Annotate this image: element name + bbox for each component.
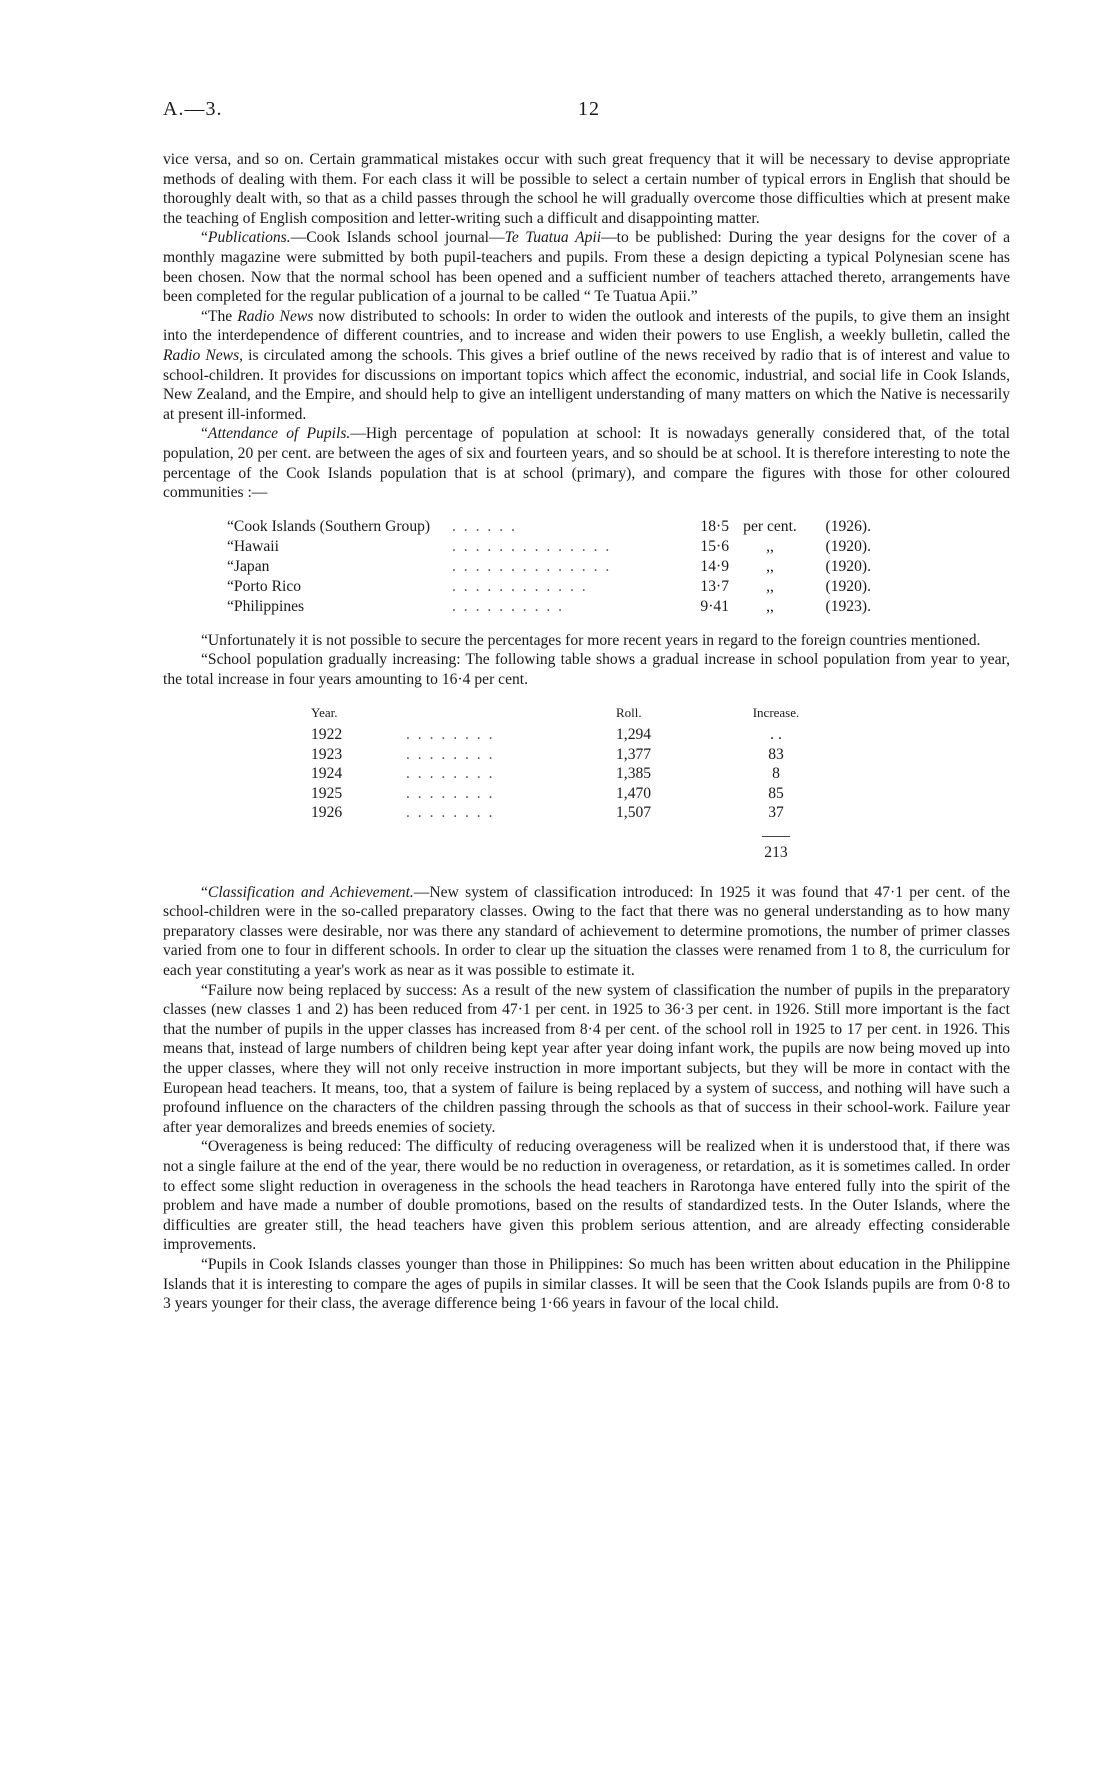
year-cell: 1922 xyxy=(311,726,343,744)
table-row xyxy=(227,577,871,597)
leader-dots: . . . . . . . . xyxy=(406,726,495,744)
bulletin-title: Radio News xyxy=(163,346,240,364)
journal-title: Te Tuatua Apii xyxy=(504,229,602,247)
table-header-row xyxy=(311,703,846,725)
unit-label: per cent. xyxy=(743,517,797,535)
unit-label: ,, xyxy=(766,597,774,615)
paragraph-text: “School population gradually increasing: The following table shows a gradual increase in school population from year to year, the total increase in four years amounting to 16·4 per cent. xyxy=(163,651,1010,688)
community-name: “Philippines xyxy=(227,597,305,615)
paragraph-text: —Cook Islands school journal— xyxy=(290,229,505,247)
leader-dots: . . . . . . xyxy=(452,517,517,535)
sum-rule-cell xyxy=(706,823,846,843)
leader-dots: . . . . . . . . . . . . . . xyxy=(452,557,612,575)
communities-table xyxy=(227,517,871,617)
open-quote: “ xyxy=(201,883,208,901)
table-row xyxy=(227,517,871,537)
year-cell: 1924 xyxy=(311,765,343,783)
leader-dots: . . . . . . . . . . . . . . xyxy=(452,537,612,555)
paragraph-classification xyxy=(163,883,1010,981)
year-cell: 1926 xyxy=(311,804,343,822)
leader-dots: . . . . . . . . xyxy=(406,784,495,802)
body-text xyxy=(163,150,1010,1314)
empty-cell xyxy=(311,823,406,843)
paragraph-text: —New system of classification introduced: In 1925 it was found that 47·1 per cent. of the school-children were in the so-called preparatory classes. Owing to the fact that there was no general understanding as to how many preparatory classes were desirable, nor was there any standard of achievement to determine promotions, the number of primer classes varied from one to four in different schools. In order to clear up the situation the classes were renamed from 1 to 8, the curriculum for each year constituting a year's work as near as it was possible to estimate it. xyxy=(163,883,1010,979)
percentage-value: 14·9 xyxy=(700,557,729,575)
community-name: “Porto Rico xyxy=(227,577,302,595)
paragraph-text: —High percentage of population at school: It is nowadays generally considered that, of the total population, 20 per cent. are between the ages of six and fourteen years, and so should be at school. It is therefore interesting to note the percentage of the Cook Islands population that is at school (primary), and compare the figures with those for other coloured communities :— xyxy=(163,425,1010,502)
paragraph-pupils-younger xyxy=(163,1255,1010,1314)
percentage-value: 9·41 xyxy=(700,597,729,615)
total-row xyxy=(311,843,846,867)
column-header-roll: Roll. xyxy=(616,705,642,721)
paragraph-text: “Pupils in Cook Islands classes younger than those in Philippines: So much has been written about education in the Philippine Islands that it is interesting to compare the ages of pupils in similar classes. It will be seen that the Cook Islands pupils are from 0·8 to 3 years younger for their class, the average difference being 1·66 years in favour of the local child. xyxy=(163,1255,1010,1313)
paragraph-text: , is circulated among the schools. This gives a brief outline of the news received by radio that is of interest and value to school-children. It provides for discussions on important topics which affect the economic, industrial, and social life in Cook Islands, New Zealand, and the Empire, and should help to give an intelligent understanding of many matters on which the Native is necessarily at present ill-informed. xyxy=(163,346,1010,423)
community-name: “Cook Islands (Southern Group) xyxy=(227,517,431,535)
increase-cell: 83 xyxy=(768,745,784,763)
unit-label: ,, xyxy=(766,557,774,575)
year-cell: 1923 xyxy=(311,745,343,763)
table-row xyxy=(311,745,846,765)
leader-dots: . . . . . . . . xyxy=(406,745,495,763)
increase-cell: 85 xyxy=(768,784,784,802)
community-name: “Japan xyxy=(227,557,270,575)
empty-cell xyxy=(616,823,706,843)
paragraph-publications xyxy=(163,228,1010,306)
empty-cell xyxy=(311,843,406,867)
sum-rule xyxy=(762,836,790,837)
leader-dots: . . . . . . . . xyxy=(406,804,495,822)
paragraph-school-population xyxy=(163,650,1010,689)
roll-table xyxy=(311,703,846,866)
paragraph-text: “The xyxy=(201,307,238,325)
paragraph-text: “Overageness is being reduced: The difficulty of reducing overageness will be realized when it is understood that, if there was not a single failure at the end of the year, there would be no reduction in overageness, or retardation, as it is sometimes called. In order to effect some slight reduction in overageness in the schools the head teachers in Rarotonga have entered fully into the spirit of the problem and have made a number of double promotions, based on the results of standardized tests. In the Outer Islands, where the difficulties are greater still, the head teachers have given this problem serious attention, and are already effecting considerable improvements. xyxy=(163,1138,1010,1254)
census-year: (1920). xyxy=(825,577,871,595)
paragraph-text: —to be published: During the year designs for the cover of a monthly magazine were submitted by both pupil-teachers and pupils. From these a design depicting a typical Polynesian scene has been chosen. Now that the normal school has been opened and a sufficient number of teachers attached thereto, arrangements have been completed for the regular publication of a journal to be called “ Te Tuatua Apii.” xyxy=(163,229,1011,306)
unit-label: ,, xyxy=(766,577,774,595)
table-row xyxy=(311,764,846,784)
paragraph-text: now distributed to schools: In order to widen the outlook and interests of the pupils, to give them an insight into the interdependence of different countries, and to increase and widen their powers to use English, a weekly bulletin, called the xyxy=(163,307,1010,345)
column-header-increase: Increase. xyxy=(752,705,800,721)
column-header-year: Year. xyxy=(311,705,338,721)
table-row xyxy=(227,557,871,577)
percentage-value: 15·6 xyxy=(700,537,729,555)
roll-cell: 1,385 xyxy=(616,765,652,783)
open-quote: “ xyxy=(201,229,208,247)
empty-cell xyxy=(406,843,616,867)
roll-cell: 1,507 xyxy=(616,804,652,822)
roll-cell: 1,294 xyxy=(616,726,652,744)
section-heading: Attendance of Pupils. xyxy=(207,425,351,443)
paragraph-unfortunately xyxy=(163,631,1010,651)
table-row xyxy=(311,725,846,745)
paragraph-overageness xyxy=(163,1137,1010,1255)
census-year: (1920). xyxy=(825,537,871,555)
community-name: “Hawaii xyxy=(227,537,279,555)
total-rule-row xyxy=(311,823,846,843)
paragraph-text: “Failure now being replaced by success: As a result of the new system of classification the number of pupils in the preparatory classes (new classes 1 and 2) has been reduced from 47·1 per cent. in 1925 to 36·3 per cent. in 1926. Still more important is the fact that the number of pupils in the upper classes has increased from 8·4 per cent. of the school roll in 1925 to 17 per cent. in 1926. This means that, instead of large numbers of children being kept year after year doing infant work, the pupils are now being moved up into the upper classes, where they will not only receive instruction in more important subjects, but they will be more in contact with the European head teachers. It means, too, that a system of failure is being replaced by a system of success, and nothing will have such a profound influence on the characters of the children passing through the schools as that of success in their school-work. Failure year after year demoralizes and breeds enemies of society. xyxy=(163,981,1010,1136)
paragraph-failure xyxy=(163,981,1010,1138)
leader-dots: . . . . . . . . xyxy=(406,765,495,783)
roll-cell: 1,470 xyxy=(616,784,652,802)
census-year: (1923). xyxy=(825,597,871,615)
leader-dots: . . . . . . . . . . . . xyxy=(452,577,588,595)
open-quote: “ xyxy=(201,425,208,443)
table-row xyxy=(311,803,846,823)
census-year: (1926). xyxy=(825,517,871,535)
column-spacer xyxy=(406,703,616,725)
increase-cell: 37 xyxy=(768,804,784,822)
leader-dots: . . . . . . . . . . xyxy=(452,597,565,615)
year-cell: 1925 xyxy=(311,784,343,802)
paragraph-radio-news xyxy=(163,307,1010,425)
unit-label: ,, xyxy=(766,537,774,555)
percentage-value: 18·5 xyxy=(700,517,729,535)
bulletin-title: Radio News xyxy=(237,307,314,325)
paragraph-text: vice versa, and so on. Certain grammatical mistakes occur with such great frequency that it will be necessary to devise appropriate methods of dealing with them. For each class it will be possible to select a certain number of typical errors in English that should be thoroughly dealt with, so that as a child passes through the school he will gradually overcome those difficulties which at present make the teaching of English composition and letter-writing such a difficult and disappointing matter. xyxy=(163,151,1010,227)
paragraph-attendance xyxy=(163,424,1010,502)
roll-cell: 1,377 xyxy=(616,745,652,763)
paragraph-text: “Unfortunately it is not possible to secure the percentages for more recent years in regard to the foreign countries mentioned. xyxy=(201,631,981,649)
increase-cell: 8 xyxy=(772,765,780,783)
empty-cell xyxy=(406,823,616,843)
table-row xyxy=(311,784,846,804)
census-year: (1920). xyxy=(825,557,871,575)
percentage-value: 13·7 xyxy=(700,577,729,595)
table-row xyxy=(227,597,871,617)
paragraph-continuation xyxy=(163,150,1010,228)
section-heading: Publications. xyxy=(207,229,291,247)
page-number: 12 xyxy=(578,98,600,120)
table-row xyxy=(227,537,871,557)
document-reference: A.—3. xyxy=(163,98,223,120)
increase-total: 213 xyxy=(764,843,788,861)
empty-cell xyxy=(616,843,706,867)
increase-cell: . . xyxy=(770,726,782,744)
section-heading: Classification and Achievement. xyxy=(207,883,414,901)
